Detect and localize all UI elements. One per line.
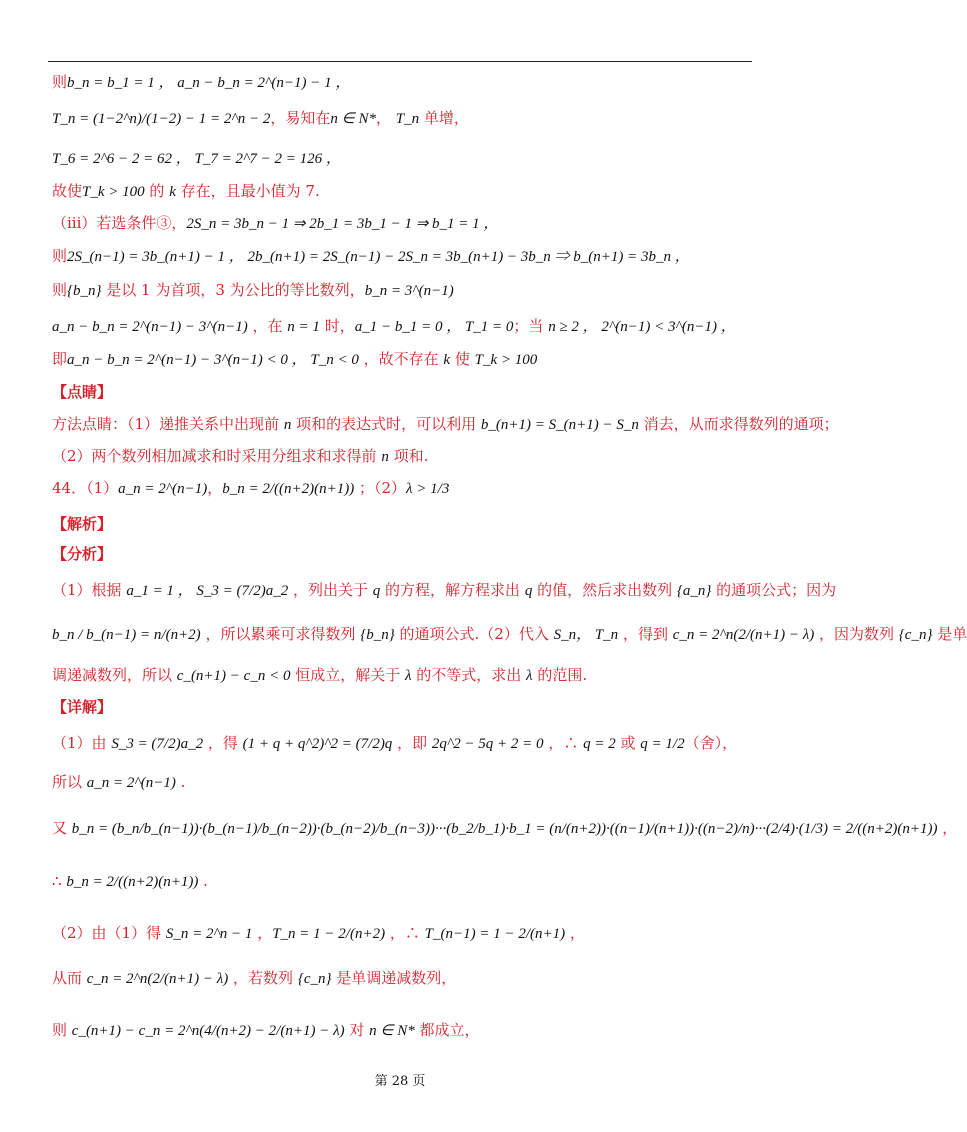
doc-line: [52, 544, 112, 564]
math-expression: n ∈ N*: [330, 111, 376, 127]
body-text: ，即: [392, 734, 432, 752]
body-text: ∴: [52, 872, 67, 890]
body-text: 从而: [52, 969, 87, 987]
doc-line: [52, 316, 736, 337]
body-text: 的通项公式；因为: [711, 581, 837, 599]
math-expression: q: [372, 583, 381, 599]
doc-line: [52, 514, 112, 534]
doc-line: [52, 478, 449, 499]
math-expression: a_n = 2^(n−1): [86, 775, 176, 791]
math-expression: λ > 1/3: [406, 481, 450, 497]
doc-line: [52, 923, 585, 944]
math-expression: T_(n−1) = 1 − 2/(n+1): [424, 926, 566, 942]
math-expression: a_1 − b_1 = 0 ， T_1 = 0: [354, 319, 514, 335]
math-expression: b_(n+1) = S_(n+1) − S_n: [480, 417, 639, 433]
math-expression: S_3 = (7/2)a_2: [111, 736, 204, 752]
math-expression: k: [443, 352, 451, 368]
body-text: .: [175, 773, 186, 791]
math-expression: {a_n}: [676, 583, 712, 599]
doc-line: [52, 181, 320, 202]
math-expression: c_(n+1) − c_n < 0: [176, 668, 291, 684]
math-expression: q = 2: [583, 736, 616, 752]
body-text: 消去，从而求得数列的通项；: [638, 415, 839, 433]
body-text: ，: [565, 924, 585, 942]
body-text: 的通项公式.（2）代入: [394, 625, 554, 643]
math-expression: n: [283, 417, 292, 433]
body-text: 的范围.: [532, 666, 588, 684]
body-text: 是以 1 为首项，3 为公比的等比数列，: [101, 281, 365, 299]
body-text: 方法点睛：（1）递推关系中出现前: [52, 415, 284, 433]
doc-line: [52, 733, 737, 754]
math-expression: T_n: [395, 111, 420, 127]
math-expression: n ∈ N*: [369, 1023, 415, 1039]
body-text: 存在，且最小值为 7.: [175, 182, 320, 200]
body-text: 的不等式，求出: [411, 666, 527, 684]
page-number: 第 28 页: [374, 1074, 426, 1089]
body-text: ，若数列: [228, 969, 298, 987]
body-text: （1）根据: [52, 581, 127, 599]
body-text: 调递减数列，所以: [52, 666, 177, 684]
doc-line: [52, 1020, 479, 1041]
doc-line: [52, 72, 350, 93]
math-expression: b_n = 2/((n+2)(n+1)): [222, 481, 355, 497]
doc-line: [52, 382, 112, 402]
body-text: 44．（1）: [52, 479, 119, 497]
math-expression: n ≥ 2 ， 2^(n−1) < 3^(n−1) ，: [548, 319, 736, 335]
math-expression: b_n = (b_n/b_(n−1))·(b_(n−1)/b_(n−2))·(b_(n−2)/b_(n−3))···(b_2/b_1)·b_1 = (n/(n+2))·((n−1)/(n+1))·((n−2)/n)···(2/4)·(1/3) = 2/((n+2)(n+1)): [71, 821, 938, 837]
doc-line: [52, 624, 967, 645]
doc-line: [52, 772, 185, 793]
math-expression: a_n = 2^(n−1): [118, 481, 208, 497]
math-expression: T_n = 1 − 2/(n+2): [272, 926, 386, 942]
body-text: 【分析】: [52, 545, 113, 563]
body-text: ，在: [247, 317, 288, 335]
body-text: ，∴: [385, 924, 425, 942]
doc-line: [52, 280, 454, 301]
body-text: 则: [52, 73, 68, 91]
doc-line: [52, 414, 839, 435]
body-text: 的: [144, 182, 170, 200]
doc-line: [52, 818, 957, 839]
math-expression: {c_n}: [898, 627, 933, 643]
body-text: （1）由: [52, 734, 112, 752]
doc-line: [52, 349, 537, 370]
body-text: 的方程，解方程求出: [380, 581, 525, 599]
body-text: 又: [52, 819, 72, 837]
math-expression: a_1 = 1 ， S_3 = (7/2)a_2: [126, 583, 289, 599]
doc-line: [52, 665, 587, 686]
doc-line: [52, 446, 428, 467]
body-text: （舍），: [684, 734, 738, 752]
doc-line: [52, 580, 836, 601]
body-text: ，故不存在: [358, 350, 444, 368]
body-text: 是单调递减数列，: [331, 969, 457, 987]
math-expression: c_n = 2^n(2/(n+1) − λ): [86, 971, 229, 987]
doc-line: [52, 968, 456, 989]
math-expression: q: [524, 583, 533, 599]
body-text: 项和的表达式时，可以利用: [291, 415, 481, 433]
doc-line: [52, 246, 690, 267]
math-expression: b_n = b_1 = 1 ， a_n − b_n = 2^(n−1) − 1 ，: [67, 75, 351, 91]
math-expression: a_n − b_n = 2^(n−1) − 3^(n−1): [52, 319, 248, 335]
math-expression: λ: [405, 668, 412, 684]
math-expression: k: [169, 184, 176, 200]
body-text: 则: [52, 281, 68, 299]
body-text: 则: [52, 247, 68, 265]
body-text: 【详解】: [52, 698, 113, 716]
math-expression: n: [381, 449, 389, 465]
body-text: ；（2）: [354, 479, 407, 497]
body-text: （2）由（1）得: [52, 924, 166, 942]
math-expression: S_n = 2^n − 1: [165, 926, 253, 942]
body-text: ，所以累乘可求得数列: [200, 625, 361, 643]
math-expression: (1 + q + q^2)^2 = (7/2)q: [242, 736, 393, 752]
math-expression: λ: [526, 668, 533, 684]
body-text: ，: [207, 479, 223, 497]
body-text: ，得: [203, 734, 243, 752]
doc-line: [52, 148, 341, 169]
math-expression: {c_n}: [297, 971, 332, 987]
math-expression: c_(n+1) − c_n = 2^n(4/(n+2) − 2/(n+1) − λ): [71, 1023, 345, 1039]
body-text: 所以: [52, 773, 87, 791]
body-text: 使: [450, 350, 475, 368]
doc-line: [52, 213, 498, 234]
body-text: 则: [52, 1021, 72, 1039]
body-text: 或: [615, 734, 641, 752]
body-text: 故使: [52, 182, 83, 200]
math-expression: 2S_n = 3b_n − 1 ⇒ 2b_1 = 3b_1 − 1 ⇒ b_1 = 1 ，: [186, 216, 499, 232]
body-text: 恒成立，解关于: [290, 666, 405, 684]
math-expression: a_n − b_n = 2^(n−1) − 3^(n−1) < 0 ， T_n < 0: [67, 352, 359, 368]
body-text: 单增，: [419, 109, 469, 127]
math-expression: T_k > 100: [82, 184, 145, 200]
doc-line: [52, 871, 208, 892]
body-text: .: [198, 872, 208, 890]
math-expression: {b_n}: [67, 283, 102, 299]
body-text: ，∴: [543, 734, 584, 752]
math-expression: b_n / b_(n−1) = n/(n+2): [52, 627, 201, 643]
body-text: 的值，然后求出数列: [532, 581, 677, 599]
body-text: 都成立，: [414, 1021, 480, 1039]
math-expression: T_6 = 2^6 − 2 = 62 ， T_7 = 2^7 − 2 = 126 ，: [52, 151, 341, 167]
math-expression: S_n， T_n: [553, 627, 619, 643]
math-expression: T_n = (1−2^n)/(1−2) − 1 = 2^n − 2: [52, 111, 271, 127]
body-text: 【点睛】: [52, 383, 113, 401]
body-text: ；当: [513, 317, 549, 335]
doc-line: [52, 697, 112, 717]
body-text: 即: [52, 350, 68, 368]
math-expression: T_k > 100: [474, 352, 538, 368]
body-text: ，因为数列: [814, 625, 899, 643]
math-expression: b_n = 3^(n−1): [364, 283, 454, 299]
body-text: （2）两个数列相加减求和时采用分组求和求得前: [52, 447, 382, 465]
math-expression: n = 1: [287, 319, 320, 335]
body-text: （iii）若选条件③，: [52, 214, 187, 232]
math-expression: 2S_(n−1) = 3b_(n+1) − 1 ， 2b_(n+1) = 2S_(n−1) − 2S_n = 3b_(n+1) − 3b_n ⇒ b_(n+1) = 3b_n ，: [67, 249, 690, 265]
body-text: ，列出关于: [288, 581, 373, 599]
math-expression: c_n = 2^n(2/(n+1) − λ): [672, 627, 815, 643]
body-text: 项和.: [388, 447, 429, 465]
body-text: ，易知在: [270, 109, 331, 127]
body-text: ，: [375, 109, 396, 127]
math-expression: {b_n}: [360, 627, 395, 643]
body-text: ，: [937, 819, 958, 837]
body-text: ，得到: [618, 625, 673, 643]
body-text: ，: [252, 924, 273, 942]
body-text: 时，: [319, 317, 355, 335]
math-expression: b_n = 2/((n+2)(n+1)): [66, 874, 199, 890]
header-rule: [48, 61, 752, 62]
math-expression: 2q^2 − 5q + 2 = 0: [431, 736, 544, 752]
body-text: 【解析】: [52, 515, 113, 533]
math-expression: q = 1/2: [640, 736, 685, 752]
body-text: 对: [344, 1021, 370, 1039]
body-text: 是单: [932, 625, 967, 643]
doc-line: [52, 108, 469, 129]
